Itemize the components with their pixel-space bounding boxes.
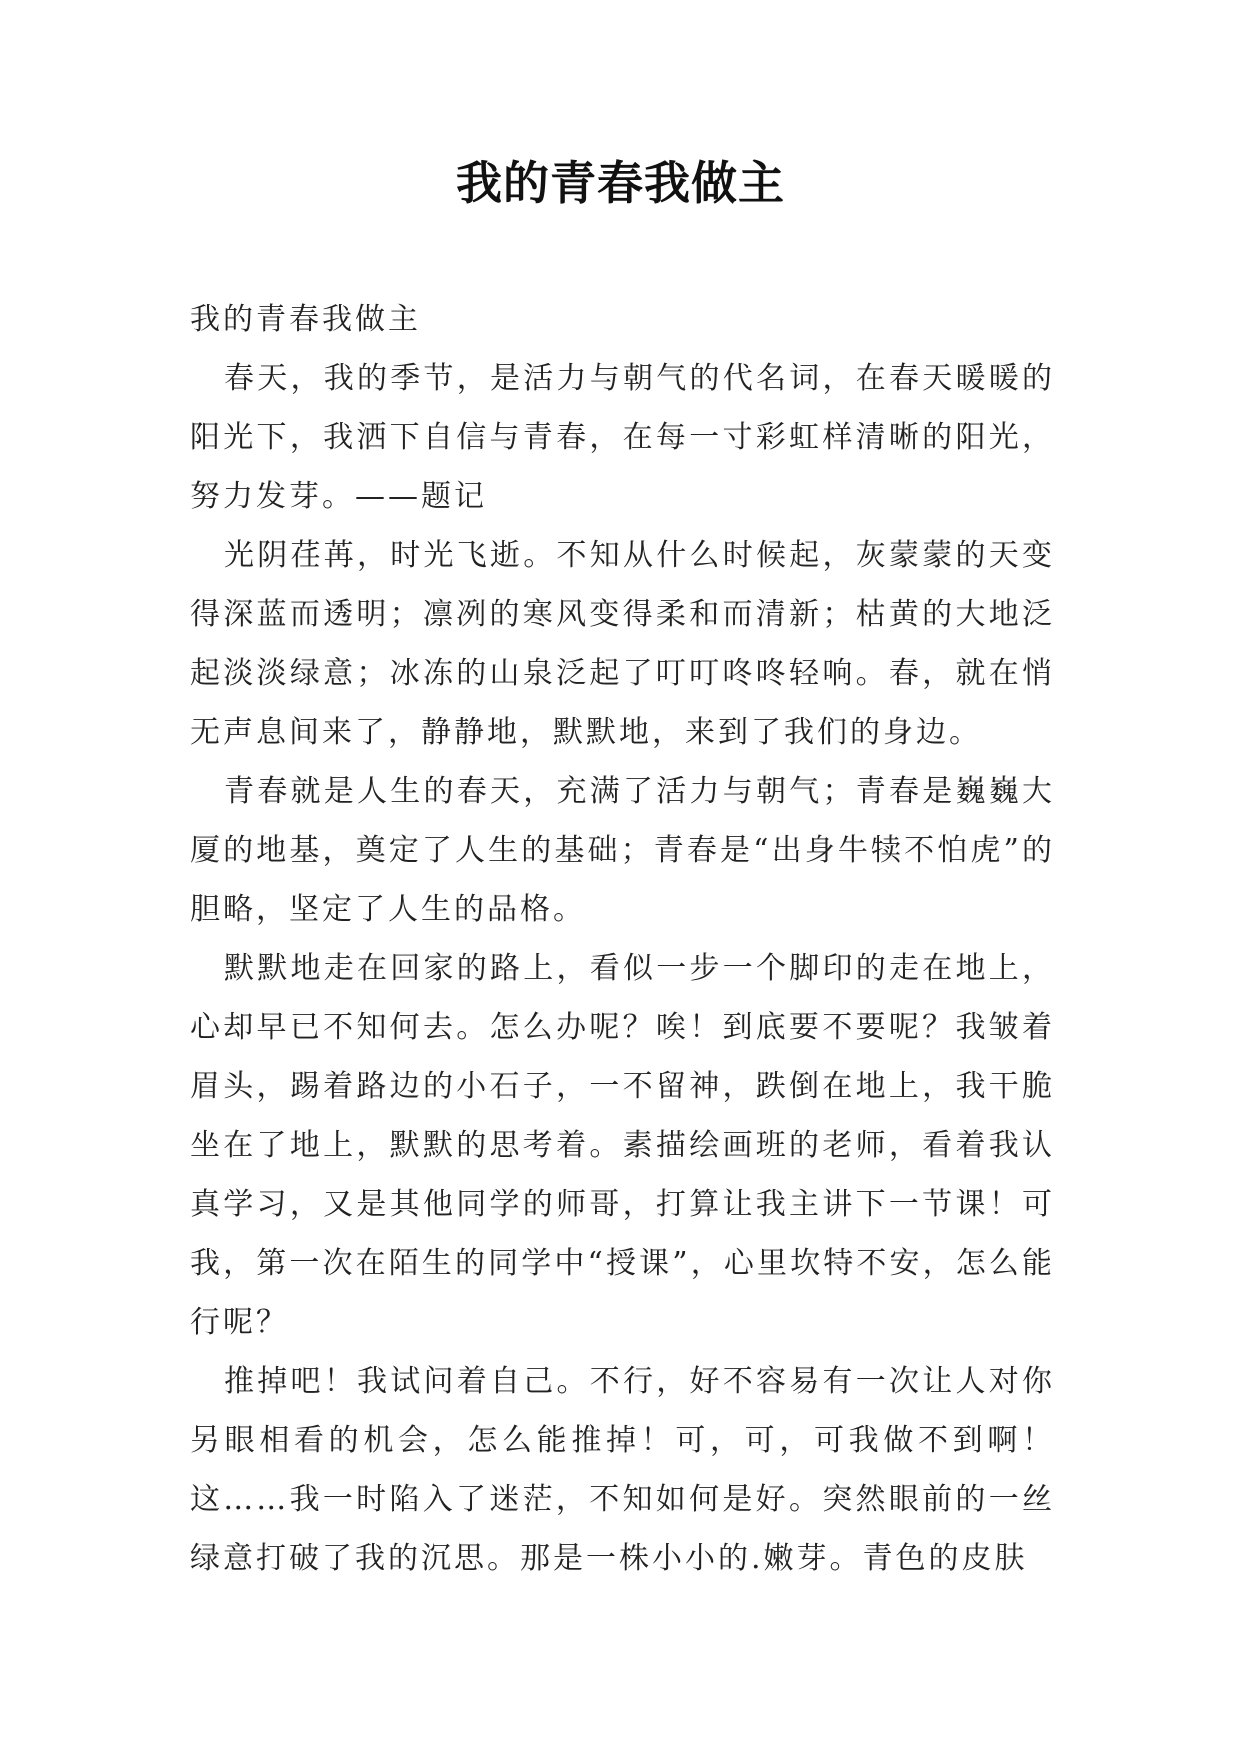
document-title: 我的青春我做主 <box>456 156 785 210</box>
paragraph: 春天，我的季节，是活力与朝气的代名词，在春天暖暖的阳光下，我洒下自信与青春，在每一寸彩虹样清晰的阳光，努力发芽。——题记 <box>190 361 1055 514</box>
paragraph: 青春就是人生的春天，充满了活力与朝气；青春是巍巍大厦的地基，奠定了人生的基础；青春是“出身牛犊不怕虎”的胆略，坚定了人生的品格。 <box>190 774 1055 927</box>
document-body <box>190 290 1055 1588</box>
paragraph: 推掉吧！我试问着自己。不行，好不容易有一次让人对你另眼相看的机会，怎么能推掉！可，可，可我做不到啊！这……我一时陷入了迷茫，不知如何是好。突然眼前的一丝绿意打破了我的沉思。那是一株小小的.嫩芽。青色的皮肤 <box>190 1364 1055 1576</box>
paragraph: 光阴荏苒，时光飞逝。不知从什么时候起，灰蒙蒙的天变得深蓝而透明；凛冽的寒风变得柔和而清新；枯黄的大地泛起淡淡绿意；冰冻的山泉泛起了叮叮咚咚轻响。春，就在悄无声息间来了，静静地，默默地，来到了我们的身边。 <box>190 538 1055 750</box>
document-subtitle: 我的青春我做主 <box>190 302 421 337</box>
paragraph: 默默地走在回家的路上，看似一步一个脚印的走在地上，心却早已不知何去。怎么办呢？唉！到底要不要呢？我皱着眉头，踢着路边的小石子，一不留神，跌倒在地上，我干脆坐在了地上，默默的思考着。素描绘画班的老师，看着我认真学习，又是其他同学的师哥，打算让我主讲下一节课！可我，第一次在陌生的同学中“授课”，心里坎特不安，怎么能行呢？ <box>190 951 1055 1340</box>
